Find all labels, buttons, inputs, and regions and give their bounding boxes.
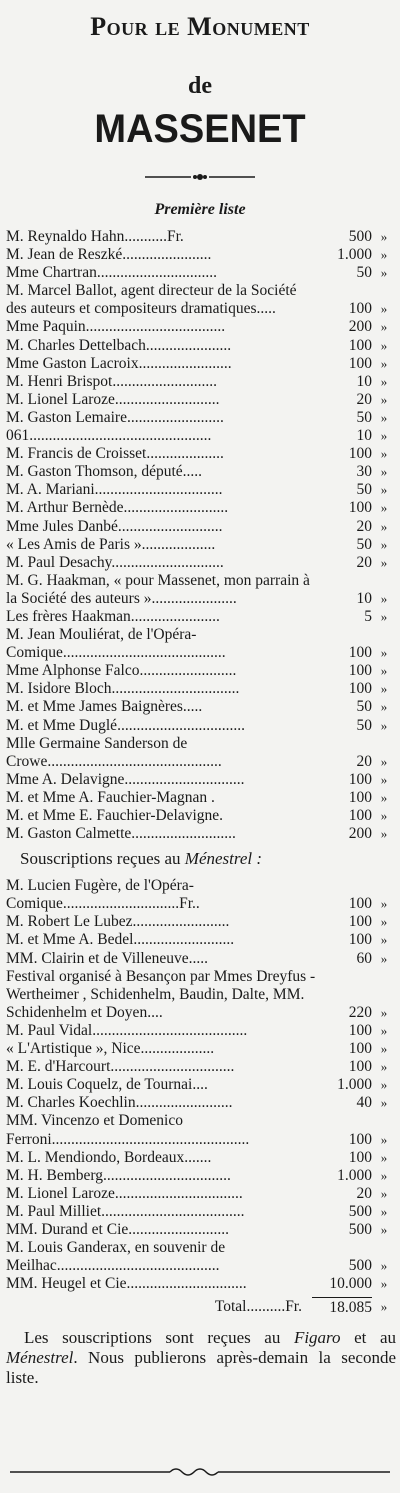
quote-mark: » (380, 554, 388, 570)
donor-name: M. Robert Le Lubez......................... (6, 913, 230, 931)
list-item (6, 1022, 396, 1040)
list-item (6, 1149, 396, 1167)
donor-name: M. Francis de Croisset.................... (6, 445, 224, 463)
donor-name: Mme Alphonse Falco......................... (6, 662, 237, 680)
donation-amount: 100 (348, 1021, 372, 1039)
list-item (6, 1203, 396, 1221)
donor-name: M. Paul Vidal........................................ (6, 1021, 248, 1039)
quote-mark: » (380, 590, 388, 606)
donation-amount: 100 (348, 300, 372, 318)
list-item (6, 1076, 396, 1094)
donor-name: M. Paul Milliet..................................... (6, 1202, 245, 1220)
list-item (6, 1167, 396, 1185)
donation-amount: 50 (356, 535, 372, 553)
quote-mark: » (380, 373, 388, 389)
quote-mark: » (380, 896, 388, 912)
donation-amount: 100 (348, 1058, 372, 1076)
quote-mark: » (380, 1185, 388, 1201)
quote-mark: » (380, 229, 388, 244)
donor-name: M. Lucien Fugère, de l'Opéra-Comique..............................Fr.. (6, 877, 200, 913)
donation-amount: 10 (356, 589, 372, 607)
list-item (6, 931, 396, 949)
quote-mark: » (380, 1059, 388, 1075)
list-item (6, 626, 396, 662)
quote-mark: » (380, 681, 388, 697)
list-item (6, 246, 396, 264)
quote-mark: » (380, 301, 388, 317)
donor-name: M. Louis Coquelz, de Tournai.... (6, 1076, 208, 1094)
list-item (6, 789, 396, 807)
headline-line-2: de (188, 73, 212, 99)
donation-amount: 500 (348, 1257, 372, 1275)
list-item (6, 698, 396, 716)
quote-mark: » (380, 337, 388, 353)
donor-name: « L'Artistique », Nice................... (6, 1040, 215, 1058)
list-item (6, 735, 396, 771)
donor-name: M. Henri Brispot........................... (6, 372, 217, 390)
quote-mark: » (380, 536, 388, 552)
quote-mark: » (380, 355, 388, 371)
donation-amount: 100 (348, 913, 372, 931)
list-item (6, 445, 396, 463)
donor-name: M. Paul Desachy............................. (6, 553, 224, 571)
quote-mark: » (380, 391, 388, 407)
quote-mark: » (380, 914, 388, 930)
quote-mark: » (380, 500, 388, 516)
donation-amount: 100 (348, 807, 372, 824)
quote-mark: » (380, 1276, 388, 1292)
donation-amount: 220 (348, 1003, 372, 1021)
quote-mark: » (380, 1041, 388, 1057)
list-item (6, 337, 396, 355)
list-item (6, 355, 396, 373)
donation-amount: 20 (356, 390, 372, 408)
donation-amount: 100 (348, 644, 372, 662)
donation-amount: 100 (348, 662, 372, 680)
donor-name: M. Gaston Calmette........................... (6, 825, 236, 843)
list-item (6, 264, 396, 282)
list-item (6, 968, 396, 1022)
donor-name: M. A. Mariani................................. (6, 481, 223, 499)
donor-name: 061............................................... (6, 427, 212, 445)
list-item (6, 680, 396, 698)
list-item (6, 825, 396, 843)
donor-name: M. Charles Koechlin......................... (6, 1094, 233, 1112)
donor-name: MM. Clairin et de Villeneuve..... (6, 949, 208, 967)
ornament-divider-icon (145, 170, 255, 184)
headline-title: MASSENET (94, 107, 306, 151)
quote-mark: » (380, 608, 388, 624)
donation-amount: 5 (364, 607, 372, 625)
donation-amount: 50 (356, 264, 372, 282)
quote-mark: » (380, 808, 388, 823)
donation-amount: 20 (356, 1184, 372, 1202)
donation-amount: 100 (348, 1148, 372, 1166)
quote-mark: » (380, 518, 388, 534)
quote-mark: » (380, 319, 388, 335)
donation-amount: 20 (356, 517, 372, 535)
donor-name: M. Louis Ganderax, en souvenir de Meilhac.......................................... (6, 1239, 226, 1275)
donor-name: MM. Heugel et Cie............................... (6, 1275, 247, 1293)
donor-name: M. et Mme A. Bedel.......................... (6, 931, 235, 949)
donation-amount: 100 (348, 1040, 372, 1058)
first-list (6, 228, 396, 843)
section-heading-italic: Ménestrel : (184, 849, 263, 869)
donation-amount: 10 (356, 372, 372, 390)
list-item (6, 1040, 396, 1058)
list-item (6, 282, 396, 318)
donor-name: M. Lionel Laroze........................... (6, 390, 220, 408)
list-item (6, 427, 396, 445)
quote-mark: » (380, 1022, 388, 1038)
donation-amount: 50 (356, 716, 372, 734)
note-figaro: Figaro (293, 1328, 341, 1348)
quote-mark: » (380, 1203, 388, 1219)
donor-name: Mme Chartran............................... (6, 264, 217, 282)
quote-mark: » (380, 789, 388, 805)
donor-name: Mme Gaston Lacroix........................ (6, 354, 232, 372)
donor-name: M. L. Mendiondo, Bordeaux....... (6, 1148, 212, 1166)
list-item (6, 913, 396, 931)
donation-amount: 100 (348, 336, 372, 354)
list-item (6, 536, 396, 554)
list-item (6, 771, 396, 789)
donor-name: Mlle Germaine Sanderson de Crowe............................................. (6, 734, 222, 770)
quote-mark: » (380, 464, 388, 480)
quote-mark: » (380, 1095, 388, 1111)
donor-name: M. G. Haakman, « pour Massenet, mon parrain à la Société des auteurs »...................... (6, 571, 310, 607)
list-item (6, 1221, 396, 1239)
donor-name: Festival organisé à Besançon par Mmes Dreyfus - Wertheimer , Schidenhelm, Baudin, Dalte, MM. Schidenhelm et Doyen.... (6, 967, 316, 1021)
donation-amount: 100 (348, 931, 372, 949)
quote-mark: » (380, 1131, 388, 1147)
donor-name: M. Jean de Reszké....................... (6, 246, 212, 264)
list-item (6, 554, 396, 572)
donor-name: M. Marcel Ballot, agent directeur de la Société des auteurs et compositeurs dramatiques..... (6, 282, 297, 318)
donation-amount: 10.000 (329, 1275, 372, 1293)
donation-amount: 100 (348, 499, 372, 517)
donation-amount: 100 (348, 680, 372, 698)
quote-mark: » (380, 482, 388, 498)
total-quote-mark: » (380, 1299, 388, 1315)
donor-name: M. Reynaldo Hahn...........Fr. (6, 228, 184, 245)
headline-line-1: Pour le Monument (90, 12, 310, 41)
donor-name: M. et Mme James Baignères..... (6, 698, 203, 716)
donation-amount: 40 (356, 1094, 372, 1112)
note-text-2: et au (340, 1328, 396, 1348)
donation-amount: 50 (356, 698, 372, 716)
donor-name: Mme A. Delavigne............................... (6, 770, 245, 788)
donor-name: M. Lionel Laroze................................. (6, 1184, 243, 1202)
list-item (6, 807, 396, 825)
quote-mark: » (380, 1077, 388, 1093)
donor-name: Mme Paquin.................................... (6, 318, 226, 336)
quote-mark: » (380, 663, 388, 679)
quote-mark: » (380, 1004, 388, 1020)
donor-name: M. Gaston Lemaire......................... (6, 408, 224, 426)
note-menestrel: Ménestrel (6, 1348, 74, 1368)
donation-amount: 20 (356, 553, 372, 571)
donor-name: M. Arthur Bernède........................... (6, 499, 229, 517)
quote-mark: » (380, 1149, 388, 1165)
list-item (6, 1058, 396, 1076)
donation-amount: 1.000 (337, 1166, 372, 1184)
list-item (6, 391, 396, 409)
list-item (6, 1112, 396, 1148)
list-item (6, 373, 396, 391)
donor-name: M. Gaston Thomson, député..... (6, 463, 203, 481)
list-item (6, 717, 396, 735)
donation-amount: 30 (356, 463, 372, 481)
donation-amount: 50 (356, 408, 372, 426)
donation-amount: 100 (348, 1130, 372, 1148)
list-item (6, 1094, 396, 1112)
quote-mark: » (380, 428, 388, 444)
donor-name: MM. Durand et Cie.......................... (6, 1220, 230, 1238)
section-heading (6, 843, 396, 877)
donor-name: M. Charles Dettelbach...................... (6, 336, 232, 354)
list-item (6, 572, 396, 608)
total-label: Total..........Fr. (214, 1298, 302, 1316)
donor-name: M. Isidore Bloch................................. (6, 680, 240, 698)
list-item (6, 1275, 396, 1293)
donation-amount: 100 (348, 895, 372, 913)
donation-amount: 1.000 (337, 1076, 372, 1094)
quote-mark: » (380, 645, 388, 661)
donation-amount: 60 (356, 949, 372, 967)
quote-mark: » (380, 771, 388, 787)
donation-amount: 10 (356, 427, 372, 445)
quote-mark: » (380, 409, 388, 425)
note-text-3: . Nous publierons après-demain la seconde liste. (6, 1348, 396, 1388)
quote-mark: » (380, 1167, 388, 1183)
list-item (6, 608, 396, 626)
list-item (6, 662, 396, 680)
donation-amount: 500 (348, 228, 372, 245)
closing-rule-icon (10, 1466, 390, 1478)
list-item (6, 950, 396, 968)
quote-mark: » (380, 699, 388, 715)
donor-name: M. et Mme E. Fauchier-Delavigne. (6, 807, 224, 824)
donation-amount: 100 (348, 770, 372, 788)
quote-mark: » (380, 932, 388, 948)
section-heading-text: Souscriptions reçues au (20, 849, 185, 869)
list-item (6, 481, 396, 499)
donor-name: « Les Amis de Paris »................... (6, 535, 216, 553)
quote-mark: » (380, 753, 388, 769)
donation-amount: 20 (356, 752, 372, 770)
quote-mark: » (380, 950, 388, 966)
quote-mark: » (380, 1221, 388, 1237)
quote-mark: » (380, 1258, 388, 1274)
quote-mark: » (380, 247, 388, 263)
donor-name: M. E. d'Harcourt................................ (6, 1058, 235, 1076)
note-text-1: Les souscriptions sont reçues au (24, 1328, 294, 1348)
donor-name: Les frères Haakman....................... (6, 607, 220, 625)
list-item (6, 499, 396, 517)
list-item (6, 1239, 396, 1275)
closing-note (6, 1328, 396, 1388)
donation-amount: 200 (348, 825, 372, 843)
quote-mark: » (380, 265, 388, 281)
donation-amount: 100 (348, 354, 372, 372)
subscription-list (6, 228, 396, 1388)
donation-amount: 50 (356, 481, 372, 499)
list-item (6, 877, 396, 913)
menestrel-list (6, 877, 396, 1293)
quote-mark: » (380, 446, 388, 462)
donation-amount: 200 (348, 318, 372, 336)
donor-name: M. Jean Mouliérat, de l'Opéra-Comique.......................................... (6, 626, 226, 662)
list-item (6, 463, 396, 481)
list-item (6, 409, 396, 427)
list-item (6, 318, 396, 336)
donation-amount: 500 (348, 1220, 372, 1238)
quote-mark: » (380, 717, 388, 733)
donor-name: Mme Jules Danbé........................... (6, 517, 223, 535)
total-row (6, 1297, 396, 1318)
donor-name: M. H. Bemberg................................. (6, 1166, 231, 1184)
list-item (6, 1185, 396, 1203)
list-subtitle: Première liste (154, 201, 246, 218)
list-item (6, 228, 396, 246)
donation-amount: 100 (348, 788, 372, 806)
list-item (6, 518, 396, 536)
donation-amount: 100 (348, 445, 372, 463)
total-value: 18.085 (312, 1297, 372, 1318)
donation-amount: 500 (348, 1202, 372, 1220)
donor-name: M. et Mme Duglé................................. (6, 716, 245, 734)
donor-name: MM. Vincenzo et Domenico Ferroni................................................... (6, 1112, 250, 1148)
donation-amount: 1.000 (337, 246, 372, 264)
quote-mark: » (380, 826, 388, 842)
donor-name: M. et Mme A. Fauchier-Magnan . (6, 788, 215, 806)
